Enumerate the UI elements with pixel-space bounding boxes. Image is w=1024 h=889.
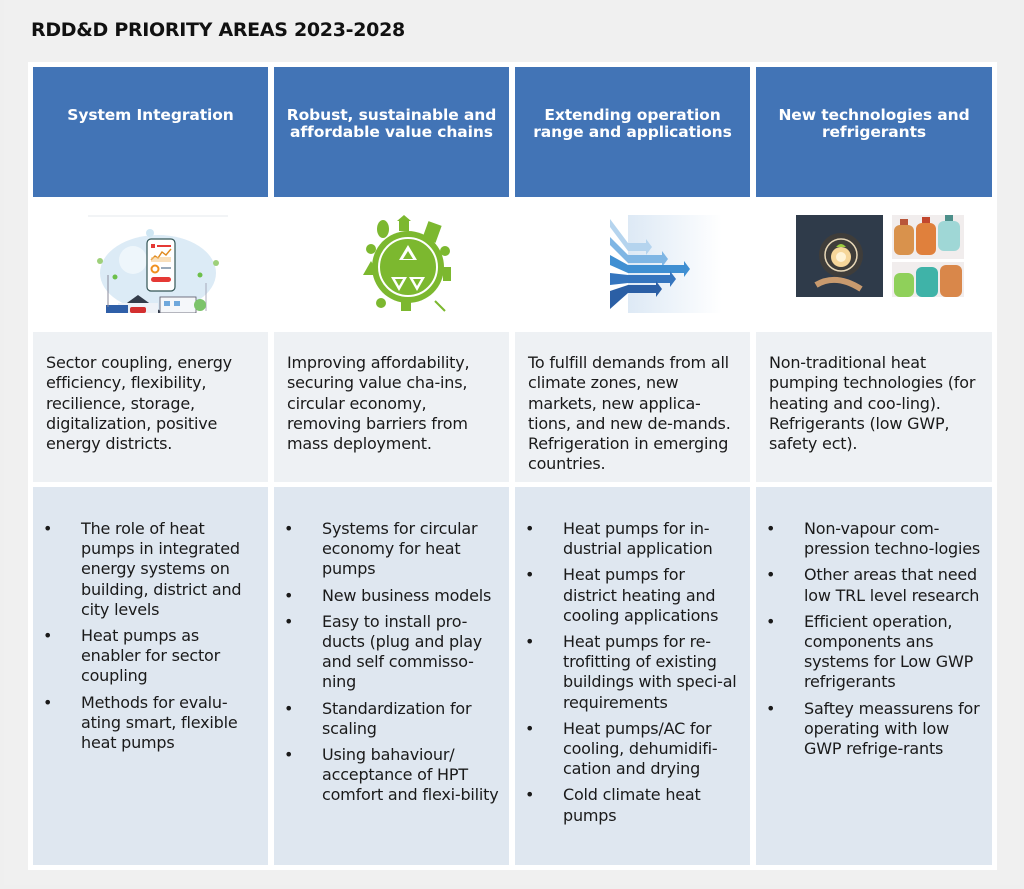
bullet-icon: • [284, 745, 294, 765]
bullet-item: • Heat pumps for district heating and cooling applications [525, 565, 719, 625]
column-description: Sector coupling, energy efficiency, flexibility, recilience, storage, digitalization, positive energy districts. [33, 332, 268, 482]
bullet-icon: • [43, 626, 53, 646]
column-bullet-list [756, 487, 992, 865]
illustration-cell [274, 197, 509, 330]
column-header: New technologies and refrigerants [756, 67, 992, 197]
bullet-icon: • [43, 519, 53, 538]
page-title: RDD&D PRIORITY AREAS 2023-2028 [31, 19, 405, 41]
bullet-icon: • [525, 785, 535, 805]
bullet-icon: • [525, 519, 535, 538]
arrows-icon [610, 215, 722, 313]
column-header: Extending operation range and applications [515, 67, 750, 197]
bullet-item: • Systems for circular economy for heat pumps [284, 519, 478, 579]
bullet-icon: • [766, 565, 776, 585]
bullet-icon: • [43, 692, 53, 712]
bullet-item: • Cold climate heat pumps [525, 785, 701, 825]
bullet-item: • The role of heat pumps in integrated energy systems on building, district and city levels [43, 519, 242, 619]
recycle-globe-icon [359, 215, 457, 313]
bullet-icon: • [766, 519, 776, 538]
bullet-icon: • [284, 585, 294, 605]
bullet-icon: • [766, 611, 776, 631]
column-system-integration [33, 67, 268, 865]
bullet-item: • Methods for evalu-ating smart, flexible heat pumps [43, 692, 238, 753]
bullet-item: • Other areas that need low TRL level research [766, 565, 980, 605]
bullet-item: • Heat pumps for in-dustrial application [525, 519, 713, 559]
bullet-item: • Non-vapour com-pression techno-logies [766, 519, 981, 559]
bullet-icon: • [525, 718, 535, 738]
column-new-technologies [756, 67, 992, 865]
bullet-item: • Heat pumps/AC for cooling, dehumidifi-cation and drying [525, 718, 718, 779]
priority-areas-table [28, 62, 997, 870]
column-header: Robust, sustainable and affordable value chains [274, 67, 509, 197]
bullet-item: • Easy to install pro-ducts (plug and play and self commisso-ning [284, 611, 483, 692]
bullet-item: • Heat pumps for re-trofitting of existing buildings with speci-al requirements [525, 632, 737, 712]
column-operation-range [515, 67, 750, 865]
column-bullet-list [515, 487, 750, 865]
column-bullet-list [274, 487, 509, 865]
lightbulb-and-cylinders-icon [796, 215, 964, 299]
illustration-cell [756, 197, 992, 330]
bullet-icon: • [284, 698, 294, 718]
bullet-icon: • [766, 698, 776, 718]
column-description: Non-traditional heat pumping technologies (for heating and coo-ling). Refrigerants (low GWP, safety ect). [756, 332, 992, 482]
column-description: Improving affordability, securing value cha-ins, circular economy, removing barriers from mass deployment. [274, 332, 509, 482]
column-description: To fulfill demands from all climate zones, new markets, new applica-tions, and new de-mands. Refrigeration in emerging countries. [515, 332, 750, 482]
column-header: System Integration [33, 67, 268, 197]
bullet-item: • Using bahaviour/ acceptance of HPT comfort and flexi-bility [284, 745, 499, 805]
column-value-chains [274, 67, 509, 865]
bullet-icon: • [284, 611, 294, 631]
bullet-icon: • [525, 565, 535, 585]
smart-home-energy-icon [88, 215, 228, 313]
bullet-item: • Heat pumps as enabler for sector coupling [43, 626, 221, 686]
bullet-item: • Efficient operation, components ans systems for Low GWP refrigerants [766, 611, 974, 692]
bullet-item: • New business models [284, 585, 492, 605]
bullet-icon: • [525, 632, 535, 652]
bullet-item: • Saftey meassurens for operating with low GWP refrige-rants [766, 698, 980, 759]
illustration-cell [515, 197, 750, 330]
bullet-icon: • [284, 519, 294, 538]
illustration-cell [33, 197, 268, 330]
bullet-item: • Standardization for scaling [284, 698, 472, 738]
column-bullet-list [33, 487, 268, 865]
